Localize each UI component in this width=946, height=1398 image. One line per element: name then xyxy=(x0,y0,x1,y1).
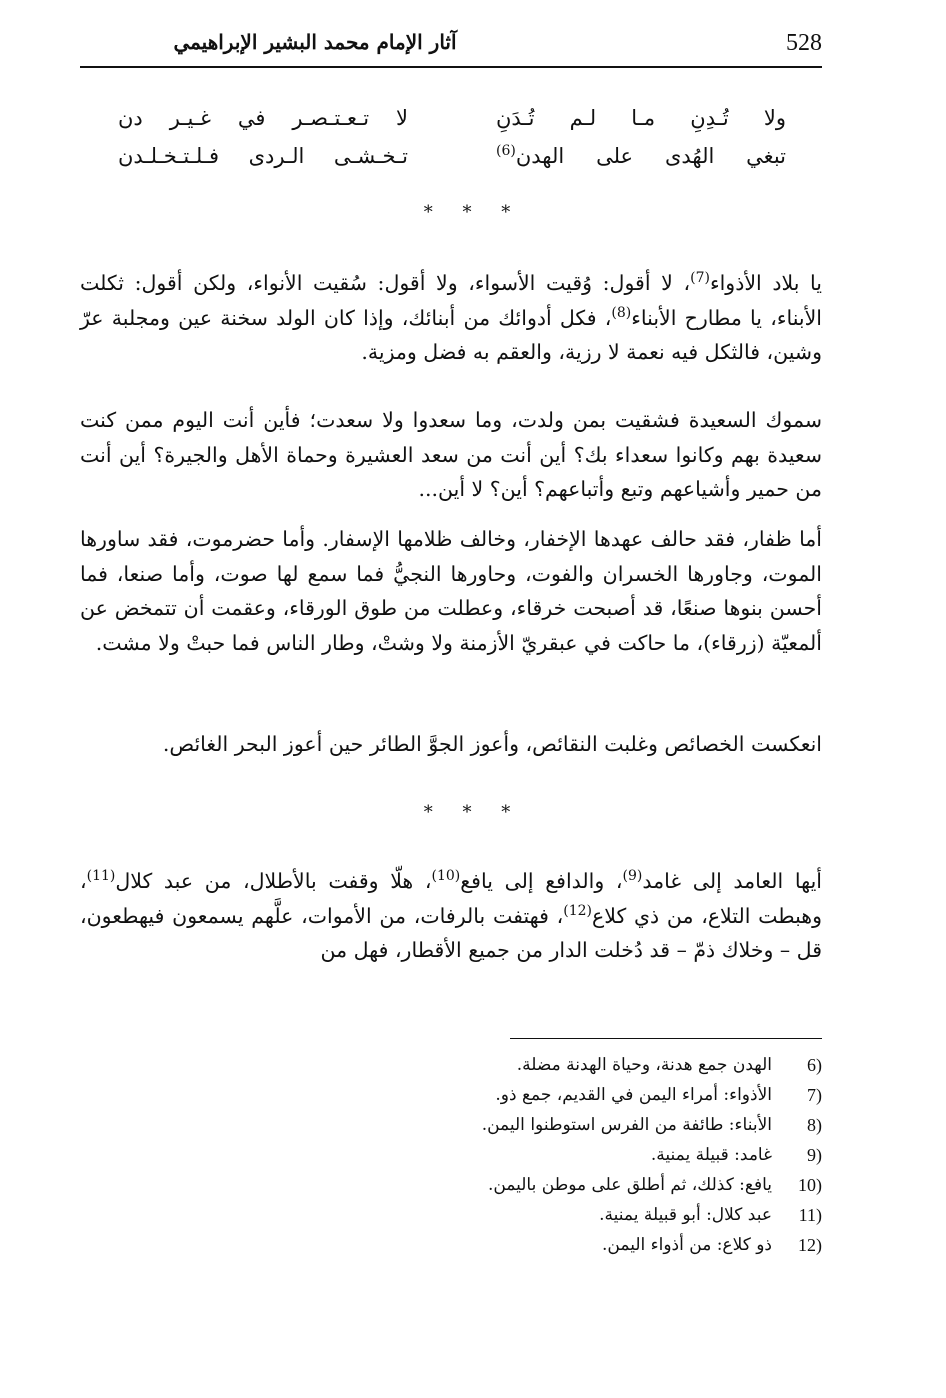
paragraph-text: سموك السعيدة فشقيت بمن ولدت، وما سعدوا ولا سعدت؛ فأين أنت اليوم ممن كنت سعيدة بهم وكانوا سعداء بك؟ أين أنت من سعد العشيرة وحماة الأهل والجيرة؟ أين أنت من حمير وأشياعهم وتبع وأتباعهم؟ أين؟ لا أين... xyxy=(80,408,822,501)
section-separator: * * * xyxy=(423,202,523,223)
footnote-text: ذو كلاع: من أذواء اليمن. xyxy=(602,1235,772,1255)
footnote xyxy=(330,1140,822,1170)
hemistich-second: لا تـعـتـصـر في غـيـر دن xyxy=(118,106,408,130)
footnote-marker: (9) xyxy=(622,868,643,885)
hemistich-first: ولا تُـدِنِ مـا لـم تُـدَنِ xyxy=(496,106,786,130)
footnote-number: 6) xyxy=(807,1055,822,1075)
footnote xyxy=(330,1200,822,1230)
footnote-number: 9) xyxy=(807,1145,822,1165)
paragraph-text: ، فهتفت بالرفات، من الأموات، علَّهم يسمعون فيهطعون، قل – وخلاك ذمّ – قد دُخلت الدار من جميع الأقطار، فهل من xyxy=(80,903,822,962)
paragraph-text: ، هلّا وقفت بالأطلال، من عبد كلال xyxy=(115,869,432,893)
footnote xyxy=(330,1050,822,1080)
footnote-text: الأبناء: طائفة من الفرس استوطنوا اليمن. xyxy=(481,1115,772,1135)
paragraph xyxy=(80,522,822,660)
footnote xyxy=(330,1230,822,1260)
footnote-number: 8) xyxy=(807,1115,822,1135)
page-number: 528 xyxy=(786,30,822,56)
footnote-marker: (6) xyxy=(496,143,516,159)
page-header xyxy=(80,28,822,68)
footnote-marker: (12) xyxy=(563,902,592,919)
footnote-rule xyxy=(510,1038,822,1039)
poem-verse xyxy=(118,144,786,182)
paragraph-text: أما ظفار، فقد حالف عهدها الإخفار، وخالف ظلامها الإسفار. وأما حضرموت، فقد ساورها الموت، وجاورها الخسران والفوت، وحاورها النجيُّ فما سمع لها صوت، وأما صنعا، فما أحسن بنوها صنعًا، قد أصبحت خرقاء، وعطلت من طوق الورقاء، وعقمت أن تتمخض عن ألمعيّة (زرقاء)، ما حاكت في عبقريّ الأزمنة ولا وشتْ، وطار الناس فما حبتْ ولا مشت. xyxy=(80,527,822,655)
paragraph-text: يا بلاد الأذواء xyxy=(709,271,822,295)
footnote-text: الهدن جمع هدنة، وحياة الهدنة مضلة. xyxy=(516,1055,772,1075)
header-rule xyxy=(80,66,822,68)
footnote-number: 12) xyxy=(798,1235,822,1255)
footnote-number: 11) xyxy=(798,1205,822,1225)
paragraph xyxy=(80,727,822,762)
hemistich-second: تـخـشـى الـردى فـلـتـخـلـدن xyxy=(118,144,408,168)
footnote-marker: (10) xyxy=(431,868,461,885)
section-separator: * * * xyxy=(423,802,523,823)
footnote-text: غامد: قبيلة يمنية. xyxy=(650,1145,772,1165)
paragraph-text: ، فكل أدوائك من أبنائك، وإذا كان الولد سخنة عين ومجلبة عرّ وشين، فالثكل فيه نعمة لا رزية، والعقم به فضل ومزية. xyxy=(80,305,822,364)
poem-verse xyxy=(118,106,786,144)
footnotes-list xyxy=(330,1050,822,1260)
footnote-number: 7) xyxy=(807,1085,822,1105)
footnote-number: 10) xyxy=(798,1175,822,1195)
footnote xyxy=(330,1170,822,1200)
hemistich-first xyxy=(496,144,786,168)
footnote xyxy=(330,1080,822,1110)
footnote-marker: (11) xyxy=(86,868,116,885)
footnote-marker: (8) xyxy=(611,304,632,321)
paragraph xyxy=(80,403,822,507)
footnote-text: يافع: كذلك، ثم أطلق على موطن باليمن. xyxy=(487,1175,772,1195)
paragraph-text: ، والدافع إلى يافع xyxy=(460,869,623,893)
hemistich-text: تبغي الهُدى على الهدن xyxy=(515,144,786,168)
poem xyxy=(118,106,786,182)
paragraph-text: ، لا أقول: وُقيت الأسواء، ولا أقول: سُقيت الأنواء، ولكن أقول: ثكلت الأبناء، يا مطارح الأبناء xyxy=(80,271,822,330)
footnote xyxy=(330,1110,822,1140)
running-title: آثار الإمام محمد البشير الإبراهيمي xyxy=(173,30,457,54)
paragraph-text: أيها العامد إلى غامد xyxy=(642,869,822,893)
paragraph-text: ، وهبطت التلاع، من ذي كلاع xyxy=(80,869,822,928)
footnote-text: عبد كلال: أبو قبيلة يمنية. xyxy=(599,1205,772,1225)
paragraph xyxy=(80,266,822,370)
paragraph-text: انعكست الخصائص وغلبت النقائص، وأعوز الجوَّ الطائر حين أعوز البحر الغائص. xyxy=(162,732,822,756)
footnote-marker: (7) xyxy=(690,270,710,287)
paragraph xyxy=(80,864,822,968)
footnote-text: الأذواء: أمراء اليمن في القديم، جمع ذو. xyxy=(495,1085,772,1105)
